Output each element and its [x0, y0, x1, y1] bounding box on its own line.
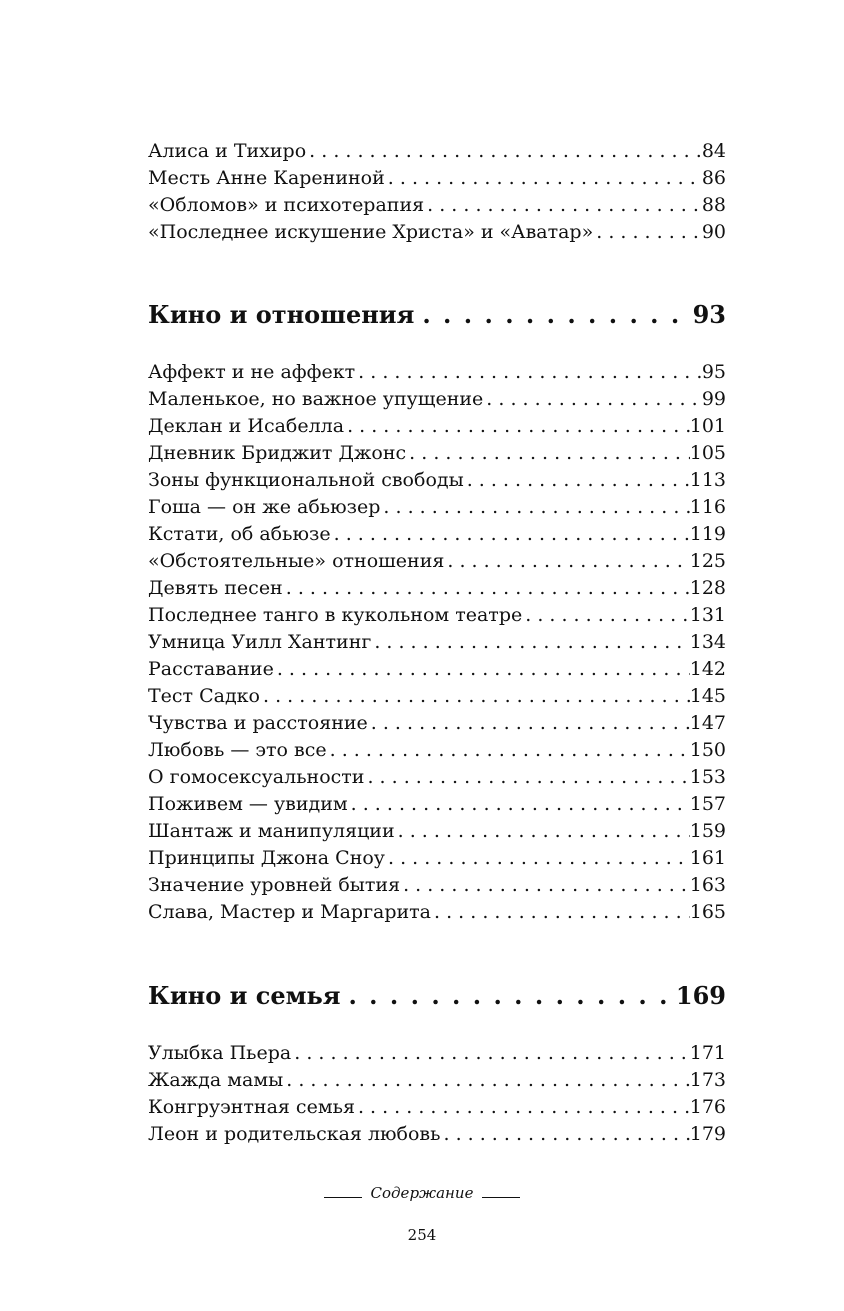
- toc-entry: [148, 818, 726, 845]
- toc-entry-title: Шантаж и манипуляции: [148, 820, 395, 842]
- leader-dots: [327, 737, 690, 764]
- leader-dots: [283, 575, 690, 602]
- toc-entry: [148, 1040, 726, 1067]
- section-title: Кино и семья: [148, 981, 341, 1010]
- toc-entry-title: Чувства и расстояние: [148, 712, 368, 734]
- toc-entry-title: Девять песен: [148, 577, 283, 599]
- leader-dots: [355, 1094, 690, 1121]
- toc-entry-title: Умница Уилл Хантинг: [148, 631, 372, 653]
- leader-dots: [380, 494, 689, 521]
- toc-entry: [148, 138, 726, 165]
- leader-dots: [522, 602, 690, 629]
- toc-group-2: [148, 359, 726, 926]
- toc-group-1: [148, 138, 726, 246]
- toc-entry-title: Алиса и Тихиро: [148, 140, 307, 162]
- section-heading-family: [148, 976, 726, 1016]
- toc-entry: [148, 494, 726, 521]
- toc-entry: [148, 386, 726, 413]
- toc-entry-page: 95: [701, 361, 726, 383]
- toc-entry-page: 116: [689, 496, 726, 518]
- toc-entry-title: Принципы Джона Сноу: [148, 847, 385, 869]
- toc-entry-page: 147: [689, 712, 726, 734]
- leader-dots: [440, 1121, 689, 1148]
- section-page: 93: [692, 300, 726, 329]
- toc-entry-title: Слава, Мастер и Маргарита: [148, 901, 432, 923]
- leader-dots: [593, 219, 702, 246]
- leader-dots: [348, 791, 690, 818]
- leader-dots: [306, 138, 702, 165]
- leader-dots: [385, 845, 690, 872]
- toc-entry-title: Последнее танго в кукольном театре: [148, 604, 523, 626]
- toc-entry: [148, 521, 726, 548]
- toc-entry: [148, 359, 726, 386]
- toc-entry-page: 176: [689, 1096, 726, 1118]
- toc-entry-title: «Последнее искушение Христа» и «Аватар»: [148, 221, 594, 243]
- toc-entry: [148, 1067, 726, 1094]
- leader-dots: [371, 629, 689, 656]
- toc-entry: [148, 656, 726, 683]
- toc-entry: [148, 737, 726, 764]
- leader-dots: [395, 818, 690, 845]
- leader-dots: [331, 521, 690, 548]
- toc-entry: [148, 440, 726, 467]
- toc-entry-page: 128: [689, 577, 726, 599]
- toc-entry-page: 99: [701, 388, 726, 410]
- toc-entry-page: 113: [689, 469, 726, 491]
- toc-entry: [148, 192, 726, 219]
- toc-entry-page: 150: [689, 739, 726, 761]
- section-heading-relationships: [148, 295, 726, 335]
- leader-dots: [464, 467, 690, 494]
- toc-entry: [148, 467, 726, 494]
- toc-group-3: [148, 1040, 726, 1148]
- leader-dots: [385, 165, 702, 192]
- toc-entry-title: Аффект и не аффект: [148, 361, 356, 383]
- leader-dots: [344, 413, 690, 440]
- leader-dots: [291, 1040, 689, 1067]
- toc-entry: [148, 845, 726, 872]
- leader-dots: [444, 548, 689, 575]
- toc-entry-title: Поживем — увидим: [148, 793, 348, 815]
- toc-entry-page: 134: [689, 631, 726, 653]
- toc-entry-page: 86: [701, 167, 726, 189]
- toc-entry-title: «Обломов» и психотерапия: [148, 194, 425, 216]
- toc-entry: [148, 899, 726, 926]
- leader-dots: [406, 440, 690, 467]
- toc-entry-page: 159: [689, 820, 726, 842]
- toc-entry-title: Гоша — он же абьюзер: [148, 496, 381, 518]
- toc-entry-page: 84: [701, 140, 726, 162]
- leader-dots: [355, 359, 702, 386]
- leader-dots: [340, 976, 675, 1016]
- toc-entry-title: Значение уровней бытия: [148, 874, 401, 896]
- toc-entry-title: Улыбка Пьера: [148, 1042, 292, 1064]
- toc-entry-page: 119: [689, 523, 726, 545]
- toc-entry-page: 157: [689, 793, 726, 815]
- running-footer: [0, 1184, 844, 1202]
- toc-entry-page: 179: [689, 1123, 726, 1145]
- toc-entry-page: 105: [689, 442, 726, 464]
- toc-entry-title: Конгруэнтная семья: [148, 1096, 355, 1118]
- toc-entry-title: Деклан и Исабелла: [148, 415, 345, 437]
- toc-entry-title: Тест Садко: [148, 685, 260, 707]
- toc-entry: [148, 548, 726, 575]
- toc-entry-page: 165: [689, 901, 726, 923]
- toc-entry-title: Месть Анне Карениной: [148, 167, 385, 189]
- toc-entry-title: Расставание: [148, 658, 274, 680]
- toc-entry: [148, 629, 726, 656]
- toc-entry-page: 171: [689, 1042, 726, 1064]
- toc-entry-page: 142: [689, 658, 726, 680]
- toc-entry: [148, 683, 726, 710]
- toc-entry: [148, 791, 726, 818]
- running-title: Содержание: [370, 1184, 474, 1202]
- leader-dots: [431, 899, 690, 926]
- leader-dots: [364, 764, 689, 791]
- footer-rule-left: [324, 1197, 362, 1198]
- toc-entry: [148, 764, 726, 791]
- toc-entry-title: Дневник Бриджит Джонс: [148, 442, 407, 464]
- toc-entry-page: 153: [689, 766, 726, 788]
- toc-entry: [148, 575, 726, 602]
- leader-dots: [368, 710, 690, 737]
- toc-entry: [148, 413, 726, 440]
- toc-entry-title: Зоны функциональной свободы: [148, 469, 464, 491]
- toc-entry-title: «Обстоятельные» отношения: [148, 550, 445, 572]
- toc-entry: [148, 165, 726, 192]
- leader-dots: [414, 295, 692, 335]
- leader-dots: [260, 683, 690, 710]
- toc-entry-page: 101: [689, 415, 726, 437]
- leader-dots: [283, 1067, 690, 1094]
- toc-entry-title: Кстати, об абьюзе: [148, 523, 331, 545]
- toc-entry: [148, 710, 726, 737]
- footer-rule-right: [482, 1197, 520, 1198]
- toc-entry-page: 163: [689, 874, 726, 896]
- section-title: Кино и отношения: [148, 300, 415, 329]
- toc-entry-title: Маленькое, но важное упущение: [148, 388, 484, 410]
- section-page: 169: [675, 981, 726, 1010]
- toc-entry: [148, 602, 726, 629]
- toc-entry: [148, 1094, 726, 1121]
- toc-entry: [148, 872, 726, 899]
- leader-dots: [274, 656, 690, 683]
- toc-entry-page: 161: [689, 847, 726, 869]
- toc-entry-page: 88: [701, 194, 726, 216]
- toc-entry-page: 125: [689, 550, 726, 572]
- leader-dots: [483, 386, 702, 413]
- toc-entry-page: 90: [701, 221, 726, 243]
- toc-entry-title: О гомосексуальности: [148, 766, 365, 788]
- leader-dots: [400, 872, 690, 899]
- toc-entry-page: 173: [689, 1069, 726, 1091]
- toc-entry: [148, 219, 726, 246]
- leader-dots: [424, 192, 702, 219]
- page-number: 254: [407, 1226, 437, 1244]
- toc-entry-title: Любовь — это все: [148, 739, 327, 761]
- toc-entry-title: Жажда мамы: [148, 1069, 284, 1091]
- toc-entry-page: 131: [689, 604, 726, 626]
- toc-entry-page: 145: [689, 685, 726, 707]
- toc-entry: [148, 1121, 726, 1148]
- toc-entry-title: Леон и родительская любовь: [148, 1123, 441, 1145]
